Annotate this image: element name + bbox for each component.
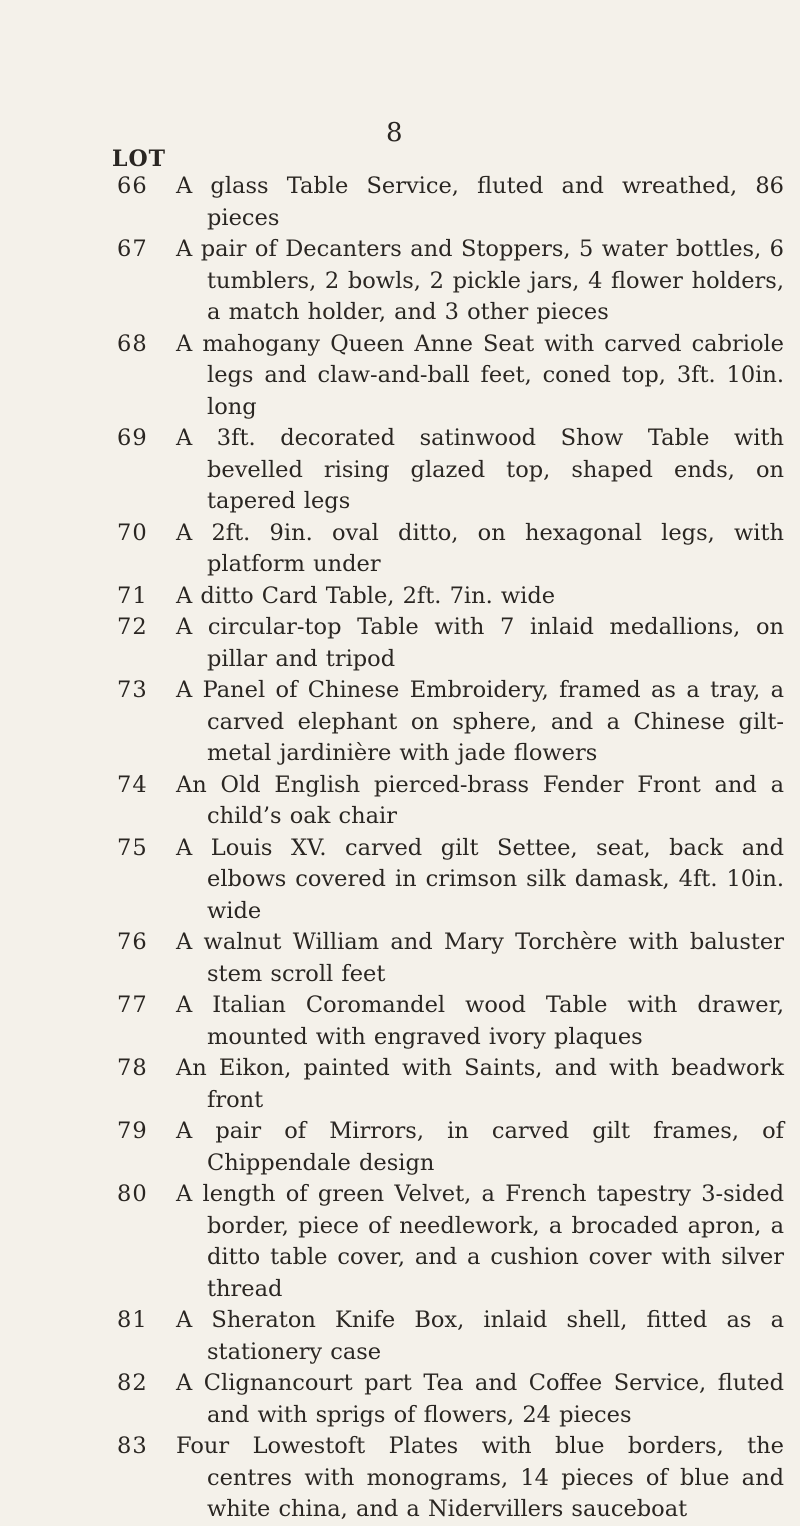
lot-entry xyxy=(0,1368,800,1431)
lot-description: A mahogany Queen Anne Seat with carved cabriole legs and claw-and-ball feet, coned top, 3ft. 10in. long xyxy=(176,330,784,420)
lot-entry xyxy=(0,171,800,234)
lot-entry xyxy=(0,833,800,928)
lot-number: 83 xyxy=(117,1433,148,1459)
lot-number: 74 xyxy=(117,771,148,798)
lot-number: 71 xyxy=(117,582,148,609)
lot-description: A 2ft. 9in. oval ditto, on hexagonal legs, with platform under xyxy=(176,519,784,577)
lot-description: A pair of Decanters and Stoppers, 5 water bottles, 6 tumblers, 2 bowls, 2 pickle jars, 4 flower holders, a match holder, and 3 other pieces xyxy=(176,236,784,325)
lot-number: 68 xyxy=(117,330,148,357)
lot-number: 79 xyxy=(117,1118,148,1144)
lot-description: A Louis XV. carved gilt Settee, seat, back and elbows covered in crimson silk damask, 4ft. 10in. wide xyxy=(176,834,784,924)
lot-entry xyxy=(0,1305,800,1368)
lot-entry xyxy=(0,612,800,675)
lot-number: 72 xyxy=(117,614,148,640)
lot-description: A 3ft. decorated satinwood Show Table with bevelled rising glazed top, shaped ends, on tapered legs xyxy=(176,425,784,514)
lot-entry xyxy=(0,1116,800,1179)
lot-number: 80 xyxy=(117,1181,148,1207)
lot-entry xyxy=(0,581,800,613)
lot-description: A length of green Velvet, a French tapestry 3-sided border, piece of needlework, a brocaded apron, a ditto table cover, and a cushion cover with silver thread xyxy=(176,1181,784,1302)
lot-description: Four Lowestoft Plates with blue borders, the centres with monograms, 14 pieces of blue and white china, and a Nidervillers sauceboat xyxy=(176,1433,784,1522)
lot-description: A Clignancourt part Tea and Coffee Service, fluted and with sprigs of flowers, 24 pieces xyxy=(176,1370,784,1428)
lot-entry xyxy=(0,770,800,833)
lot-entry xyxy=(0,329,800,424)
lot-number: 73 xyxy=(117,677,148,703)
lot-description: A pair of Mirrors, in carved gilt frames, of Chippendale design xyxy=(176,1118,784,1176)
lot-entry xyxy=(0,1431,800,1526)
lot-number: 70 xyxy=(117,519,148,546)
page-number: 8 xyxy=(386,118,404,148)
lot-description: A Sheraton Knife Box, inlaid shell, fitted as a stationery case xyxy=(176,1307,784,1365)
lot-number: 78 xyxy=(117,1055,148,1081)
lot-column-header: LOT xyxy=(112,146,167,172)
lot-description: A walnut William and Mary Torchère with baluster stem scroll feet xyxy=(176,929,784,987)
lot-description: An Eikon, painted with Saints, and with beadwork front xyxy=(176,1055,784,1113)
lot-number: 76 xyxy=(117,929,148,955)
lot-description: A Italian Coromandel wood Table with drawer, mounted with engraved ivory plaques xyxy=(176,992,784,1050)
lot-number: 75 xyxy=(117,834,148,861)
lot-description: A glass Table Service, fluted and wreathed, 86 pieces xyxy=(176,173,784,231)
lot-description: An Old English pierced-brass Fender Front and a child’s oak chair xyxy=(176,771,784,829)
lot-list xyxy=(0,171,800,1526)
lot-entry xyxy=(0,423,800,518)
lot-number: 66 xyxy=(117,173,148,199)
lot-description: A circular-top Table with 7 inlaid medallions, on pillar and tripod xyxy=(176,614,784,672)
lot-entry xyxy=(0,234,800,329)
lot-description: A ditto Card Table, 2ft. 7in. wide xyxy=(176,582,556,609)
lot-number: 67 xyxy=(117,236,148,262)
lot-number: 82 xyxy=(117,1370,148,1396)
lot-entry xyxy=(0,1053,800,1116)
lot-entry xyxy=(0,990,800,1053)
lot-number: 77 xyxy=(117,992,148,1018)
lot-number: 81 xyxy=(117,1307,148,1333)
lot-entry xyxy=(0,518,800,581)
lot-description: A Panel of Chinese Embroidery, framed as a tray, a carved elephant on sphere, and a Chinese gilt-metal jardinière with jade flowers xyxy=(176,677,784,766)
lot-entry xyxy=(0,1179,800,1305)
lot-entry xyxy=(0,675,800,770)
lot-entry xyxy=(0,927,800,990)
lot-number: 69 xyxy=(117,425,148,451)
